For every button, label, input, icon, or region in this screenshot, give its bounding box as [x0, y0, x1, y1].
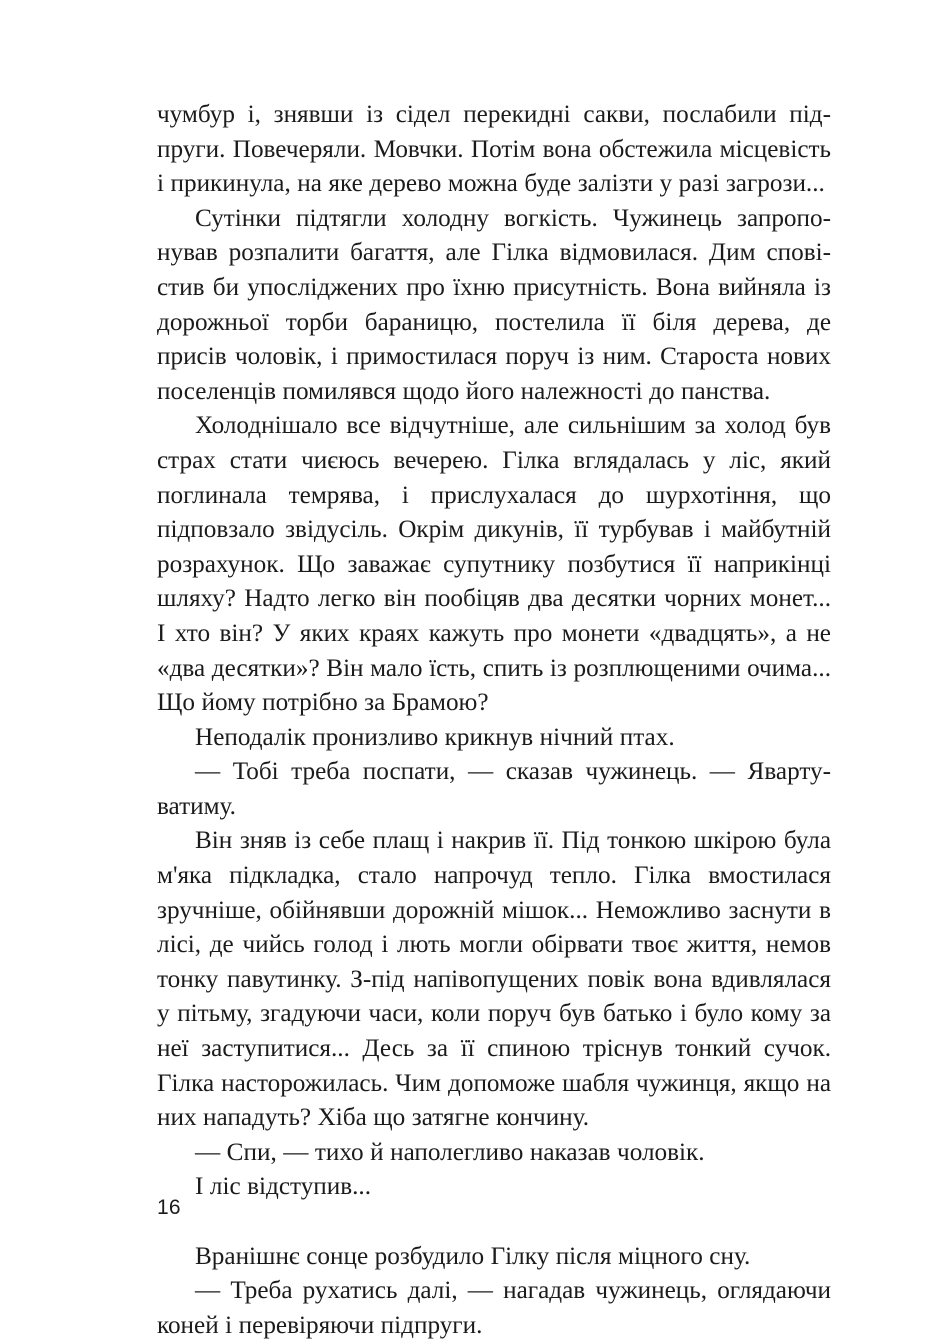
- paragraph: І ліс відступив...: [195, 1173, 372, 1201]
- dialogue-paragraph: — Треба рухатись далі, — нагадав чужинець, оглядаючи коней і перевіряючи підпруги.: [157, 1277, 831, 1339]
- dialogue-paragraph: — Спи, — тихо й наполегливо наказав чоловік.: [195, 1138, 705, 1166]
- page-number: 16: [157, 1196, 181, 1219]
- paragraph: Вранішнє сонце розбудило Гілку після міцного сну.: [195, 1242, 751, 1270]
- paragraph-continuation: чумбур і, знявши із сідел перекидні сакви, послабили підпруги. Повечеряли. Мовчки. Потім вона обстежила місцевість і прикинула, на яке дерево можна буде залізти у разі загрози...: [157, 101, 831, 198]
- paragraph: Холоднішало все відчутніше, але сильнішим за холод був страх стати чиєюсь вечерею. Гілка вглядалась у ліс, який поглинала темрява, і прислухалася до шурхотіння, що підповзало звідусіль. Окрім дикунів, її турбував і майбутній розрахунок. Що заважає супутнику позбутися її наприкінці шляху? Надто легко він пообіцяв два десятки чорних монет... І хто він? У яких краях кажуть про монети «двадцять», а не «два десятки»? Він мало їсть, спить із розплющеними очима... Що йому потрібно за Брамою?: [157, 412, 831, 717]
- paragraph: Сутінки підтягли холодну вогкість. Чужинець запропонував розпалити багаття, але Гілка відмовилася. Дим сповістив би упосліджених про їхню присутність. Вона вийняла із дорожньої торби бараницю, постелила її біля дерева, де присів чоловік, і примостилася поруч із ним. Староста нових поселенців помилявся щодо його належності до панства.: [157, 204, 831, 405]
- paragraph: Він зняв із себе плащ і накрив її. Під тонкою шкірою була м'яка підкладка, стало напрочуд тепло. Гілка вмостилася зручніше, обійнявши дорожній мішок... Неможливо заснути в лісі, де чийсь голод і лють могли обірвати твоє життя, немов тонку павутинку. З-під напівопущених повік вона вдивлялася у пітьму, згадуючи часи, коли поруч був батько і було кому за неї заступитися... Десь за її спиною тріснув тонкий сучок. Гілка насторожилась. Чим допоможе шабля чужинця, якщо на них нападуть? Хіба що затягне кончину.: [157, 827, 831, 1132]
- paragraph: Неподалік пронизливо крикнув нічний птах.: [195, 723, 675, 751]
- section-break: [157, 1205, 831, 1240]
- page-text-block: [157, 98, 831, 1343]
- dialogue-paragraph: — Тобі треба поспати, — сказав чужинець. — Явартуватиму.: [157, 758, 831, 820]
